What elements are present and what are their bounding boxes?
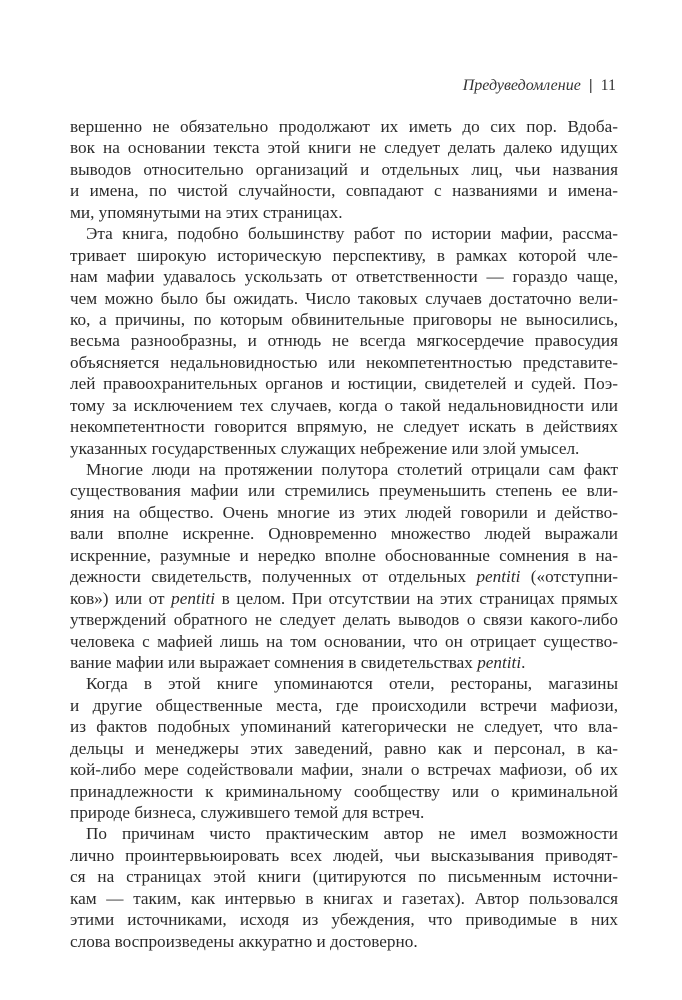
body-text [70,116,618,952]
text-line: По причинам чисто практическим автор не имел возможности [86,824,618,844]
text-line: ков») или от pentiti в целом. При отсутствии на этих страницах прямых [70,588,618,608]
text-line: некомпетентности говорится впрямую, не следует искать в действиях [70,417,618,437]
text-line: утверждений обратного не следует делать выводов о связи какого-либо [70,610,618,630]
text-line: выводов относительно организаций и отдельных лиц, чьи названия [70,159,618,179]
text-line: принадлежности к криминальному сообществу или о криминальной [70,781,618,801]
text-line: Многие люди на протяжении полутора столетий отрицали сам факт [86,460,618,479]
text-line: этими источниками, исходя из убеждения, что приводимые в них [70,910,618,930]
page-number: 11 [600,77,616,94]
paragraph [70,223,618,459]
text-line: кой-либо мере содействовали мафии, знали о встречах мафиози, об их [70,760,618,780]
text-line: природе бизнеса, служившего темой для встреч. [70,803,425,822]
text-line: тривает широкую историческую перспективу, в рамках которой чле- [70,245,618,265]
text-line: кам — таким, как интервью в книгах и газетах). Автор пользовался [70,888,618,908]
text-line: тому за исключением тех случаев, когда о такой недальновидности или [70,395,618,415]
paragraph [70,673,618,823]
text-line: вание мафии или выражает сомнения в свидетельствах pentiti. [70,652,526,672]
text-line: Эта книга, подобно большинству работ по истории мафии, рассма- [86,224,618,244]
text-line: вершенно не обязательно продолжают их иметь до сих пор. Вдоба- [70,117,618,136]
text-line: существования мафии или стремились преуменьшить степень ее вли- [70,481,618,501]
section-title: Предуведомление [462,77,581,94]
text-line: ся на страницах этой книги (цитируются по письменным источни- [70,867,618,887]
text-line: весьма разнообразны, и отнюдь не всегда мягкосердечие правосудия [70,331,618,351]
text-line: чем можно было бы ожидать. Число таковых случаев достаточно вели- [70,288,618,308]
text-line: объясняется недальновидностью или некомпетентностью представите- [70,352,618,372]
text-line: Когда в этой книге упоминаются отели, рестораны, магазины [86,674,618,694]
text-line: указанных государственных служащих небрежение или злой умысел. [70,438,580,458]
text-line: ко, а причины, по которым обвинительные приговоры не выносились, [70,309,618,329]
paragraph [70,459,618,673]
text-line: и имена, по чистой случайности, совпадают с названиями и имена- [70,181,618,201]
text-line: лей правоохранительных органов и юстиции, свидетелей и судей. Поэ- [70,374,618,394]
paragraph [70,823,618,952]
text-line: и другие общественные места, где происходили встречи мафиози, [70,695,618,715]
text-line: слова воспроизведены аккуратно и достоверно. [70,931,418,951]
italic-term: pentiti [171,588,216,608]
text-line: вали вполне искренне. Одновременно множество людей выражали [70,524,618,544]
italic-term: pentiti [476,567,521,587]
text-line: нам мафии удавалось ускользать от ответственности — гораздо чаще, [70,267,618,287]
text-line: вок на основании текста этой книги не следует делать далеко идущих [70,138,618,158]
italic-term: pentiti [477,652,522,672]
text-line: яния на общество. Очень многие из этих людей говорили и действо- [70,502,618,522]
text-line: дельцы и менеджеры этих заведений, равно как и персонал, в ка- [70,738,618,758]
header-separator: | [588,78,593,94]
text-line: дежности свидетельств, полученных от отдельных pentiti («отступни- [70,567,619,587]
text-line: лично проинтервьюировать всех людей, чьи высказывания приводят- [70,845,618,865]
running-head [463,76,616,96]
text-line: ми, упомянутыми на этих страницах. [70,202,343,222]
text-line: искренние, разумные и нередко вполне обоснованные сомнения в на- [70,545,618,565]
paragraph [70,116,618,223]
text-line: человека с мафией лишь на том основании, что он отрицает существо- [70,631,618,651]
text-line: из фактов подобных упоминаний категорически не следует, что вла- [70,717,618,737]
